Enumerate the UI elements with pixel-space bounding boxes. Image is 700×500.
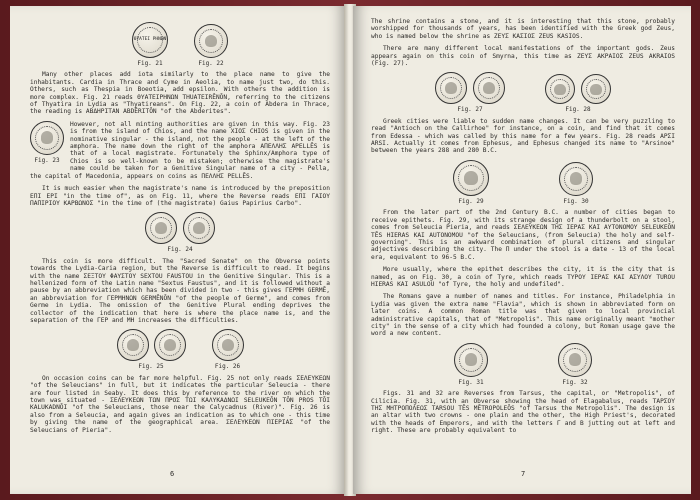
coin-icon: [212, 329, 244, 361]
paragraph: However, not all minting authorities are given in this way. Fig. 23 is from the island of Chios, and the name ΧΙΟΣ CHIOS is given in the nominative singular - the island, not the people - at the left of the amphora. The name down the right of the amphora ΑΠΕΛΛΗΣ APELLĒS is that of a local magistrate. Fortunately the Sphinx/Amphora type of Chios is so well-known to be mistaken; otherwise the magistrate's name could be taken for a Genitive Singular name of a city - Pella, the capital of Macedonia, appears on coins as ΠΕΛΛΗΣ PELLĒS.: [30, 120, 330, 180]
fig-row-21-22: [30, 22, 330, 67]
paragraph: From the later part of the 2nd Century B.C. a number of cities began to receive epithets. Fig. 29, with its strange design of a thunderbolt on a stool, comes from Seleucia Pieria, and reads ΣΕΛΕΥΚΕΩΝ ΤΗΣ ΙΕΡΑΣ ΚΑΙ ΑΥΤΟΝΟΜΟΥ SELEUKEŌN TĒS HIERAS KAI AUTONOMOU "of the Seleucians, (from Seleucia) the holy and self-governing". This is an awkward combination of plural citizens and singular adjectives describing the city. The Π under the stool is a date - 13 of the local era, equivalent to 96-5 B.C.: [371, 209, 675, 261]
paragraph: The Romans gave a number of names and titles. For instance, Philadelphia in Lydia was given the extra name "Flavia", which is shown in abbreviated form on later coins. A common Roman title was that given to local provincial administrative capitals, that of "Metropolis". This name originally meant "mother city" in the sense of a city which had founded a colony, but Roman usage gave the word a new content.: [371, 293, 675, 338]
figure-23: [30, 121, 64, 164]
coin-icon: [558, 343, 592, 377]
figure-caption: Fig. 27: [457, 106, 483, 114]
fig-row-25-26: [30, 329, 330, 370]
coin-obverse-icon: [545, 74, 575, 104]
fig-row-31-32: [371, 343, 675, 386]
figure-21: [132, 22, 168, 67]
coin-obverse-icon: [145, 212, 177, 244]
paragraph: There are many different local manifestations of the important gods. Zeus appears again on this coin of Smyrna, this time as ΖΕΥΣ ΑΚΡΑΙΟΣ ZEUS AKRAIOS (Fig. 27).: [371, 45, 675, 68]
right-page: [353, 6, 691, 494]
page-number: 7: [521, 469, 526, 478]
paragraph: Many other places add iota similarly to the place name to give the inhabitants. Cardia in Thrace and Cyme in Aeolia, to name just two, do this. Others, such as Thespia in Boeotia, add epsilon. With others the addition is more complex. Fig. 21 reads ΘΥΑΤΕΙΡΗΝΩΝ THUATEIRĒNŌN, referring to the citizens of Thyatira in Lydia as "Thyatireans". On Fig. 22, a coin of Abdera in Thrace, the reading is ΑΒΔΗΡΙΤΑΝ ABDĒRITŌN "of the Abderites".: [30, 71, 330, 116]
figure-25: [117, 329, 186, 370]
left-page: [10, 6, 346, 494]
coin-reverse-icon: [581, 74, 611, 104]
figure-caption: Fig. 28: [565, 106, 591, 114]
coin-icon: [30, 121, 64, 155]
coin-obverse-icon: [435, 72, 467, 104]
figure-30: [559, 162, 593, 205]
fig-row-24: [30, 212, 330, 253]
coin-reverse-icon: [154, 329, 186, 361]
figure-28: [545, 74, 611, 113]
coin-legend: ΘΥΑΤΕΙ ΡΗΝΩΝ: [133, 37, 167, 43]
coin-reverse-icon: [183, 212, 215, 244]
figure-29: [453, 160, 489, 205]
paragraph: Figs. 31 and 32 are Reverses from Tarsus, the capital, or "Metropolis", of Cilicia. Fig. 31, with an Obverse showing the head of Elagabalus, reads ΤΑΡΣΟΥ ΤΗΣ ΜΗΤΡΟΠΟΛΕΩΣ TARSOU TĒS MĒTROPOLEŌS "of Tarsus the Metropolis". The design is an altar with two crowns - one plain and the other, the High Priest's, decorated with the heads of Emperors, and with the letters Γ and Β jutting out at left and right. These are probably equivalent to: [371, 390, 675, 435]
page-number: 6: [170, 469, 175, 478]
figure-caption: Fig. 22: [198, 60, 224, 67]
figure-caption: Fig. 21: [137, 60, 163, 67]
coin-icon: [132, 22, 168, 58]
figure-32: [558, 343, 592, 386]
figure-caption: Fig. 32: [562, 378, 588, 386]
coin-icon: [194, 24, 228, 58]
fig-23-block: [30, 121, 330, 180]
coin-icon: [453, 160, 489, 196]
figure-caption: Fig. 29: [458, 197, 484, 205]
paragraph: The shrine contains a stone, and it is interesting that this stone, probably worshipped for thousands of years, has been identified with the Greek god Zeus, who is named below the shrine as ΖΕΥΣ ΚΑΣΙΟΣ ZEUS KASIOS.: [371, 18, 675, 40]
figure-caption: Fig. 31: [458, 378, 484, 386]
figure-31: [454, 343, 488, 386]
figure-22: [194, 24, 228, 67]
paragraph: More usually, where the epithet describes the city, it is the city that is named, as on Fig. 30, a coin of Tyre, which reads ΤΥΡΟΥ ΙΕΡΑΣ ΚΑΙ ΑΣΥΛΟΥ TUROU HIERAS KAI ASULOU "of Tyre, the holy and undefiled".: [371, 266, 675, 288]
coin-reverse-icon: [473, 72, 505, 104]
coin-obverse-icon: [117, 329, 149, 361]
coin-icon: [454, 343, 488, 377]
fig-row-27-28: [371, 72, 675, 113]
figure-caption: Fig. 26: [214, 363, 241, 371]
figure-27: [435, 72, 505, 113]
paragraph: On occasion coins can be far more helpful. Fig. 25 not only reads ΣΕΛΕΥΚΕΩΝ "of the Seleucians" in full, but it indicates the particular Seleucia - there are four listed in Seaby. It does this by reference to the river on which the town was situated - ΣΕΛΕΥΚΕΩΝ ΤΩΝ ΠΡΟΣ ΤΩΙ ΚΑΛΥΚΑΔΝΩΙ SELEUKEŌN TŌN PROS TŌI KALUKADNŌI "of the Seleucians, those near the Calycadnus (River)". Fig. 26 is also from a Seleucia, and again gives an indication as to which one - this time by giving the name of the geographical area. ΣΕΛΕΥΚΕΩΝ ΠΙΕΡΙΑΣ "of the Seleucians of Pieria".: [30, 374, 330, 434]
figure-caption: Fig. 24: [167, 246, 193, 254]
coin-icon: [559, 162, 593, 196]
figure-caption: Fig. 25: [138, 363, 164, 371]
figure-24: [145, 212, 215, 253]
paragraph: This coin is more difficult. The "Sacred Senate" on the Obverse points towards the Lydia-Caria region, but the Reverse is difficult to read. It begins with the name ΣΕΞΤΟΥ ΦΑΥΣΤΟΥ SEXTOU FAUSTOU in the Genitive Singular. This is a hellenized form of the Latin name "Sextus Faustus", and it is followed without a pause by an abbreviation which has been divided in two - this gives ΓΕΡΜΗ GERMĒ, an abbreviation for ΓΕΡΜΗΝΩΝ GERMĒNŌN "of the people of Germe", and comes from Germe in Lydia. The omission of the Genitive Plural ending deprives the collector of the indication that here is where the place name is, and the separation of the ΓΕΡ and ΜΗ increases the difficulties.: [30, 257, 330, 324]
figure-caption: Fig. 30: [563, 197, 589, 205]
paragraph: It is much easier when the magistrate's name is introduced by the preposition ΕΠΙ EPI "in the time of", as on Fig. 11, where the Reverse reads ΕΠΙ ΓΑΙΟΥ ΠΑΠΙΡΙΟΥ ΚΑΡΒΩΝΟΣ "in the time of (the magistrate) Gaius Papirius Carbo".: [30, 185, 330, 207]
paragraph: Greek cities were liable to sudden name changes. It can be very puzzling to read "Antioch on the Callirhoe" for instance, on a coin, and find that it comes from Edessa - which was called by this name for a few years. Fig. 28 reads ΑΡΣΙ ARSI. Actually it comes from Ephesus, and Ephesus changed its name to "Arsinoe" between the years 288 and 280 B.C.: [371, 117, 675, 155]
fig-row-29-30: [371, 160, 675, 205]
figure-caption: Fig. 23: [34, 156, 60, 164]
figure-26: [212, 329, 244, 370]
